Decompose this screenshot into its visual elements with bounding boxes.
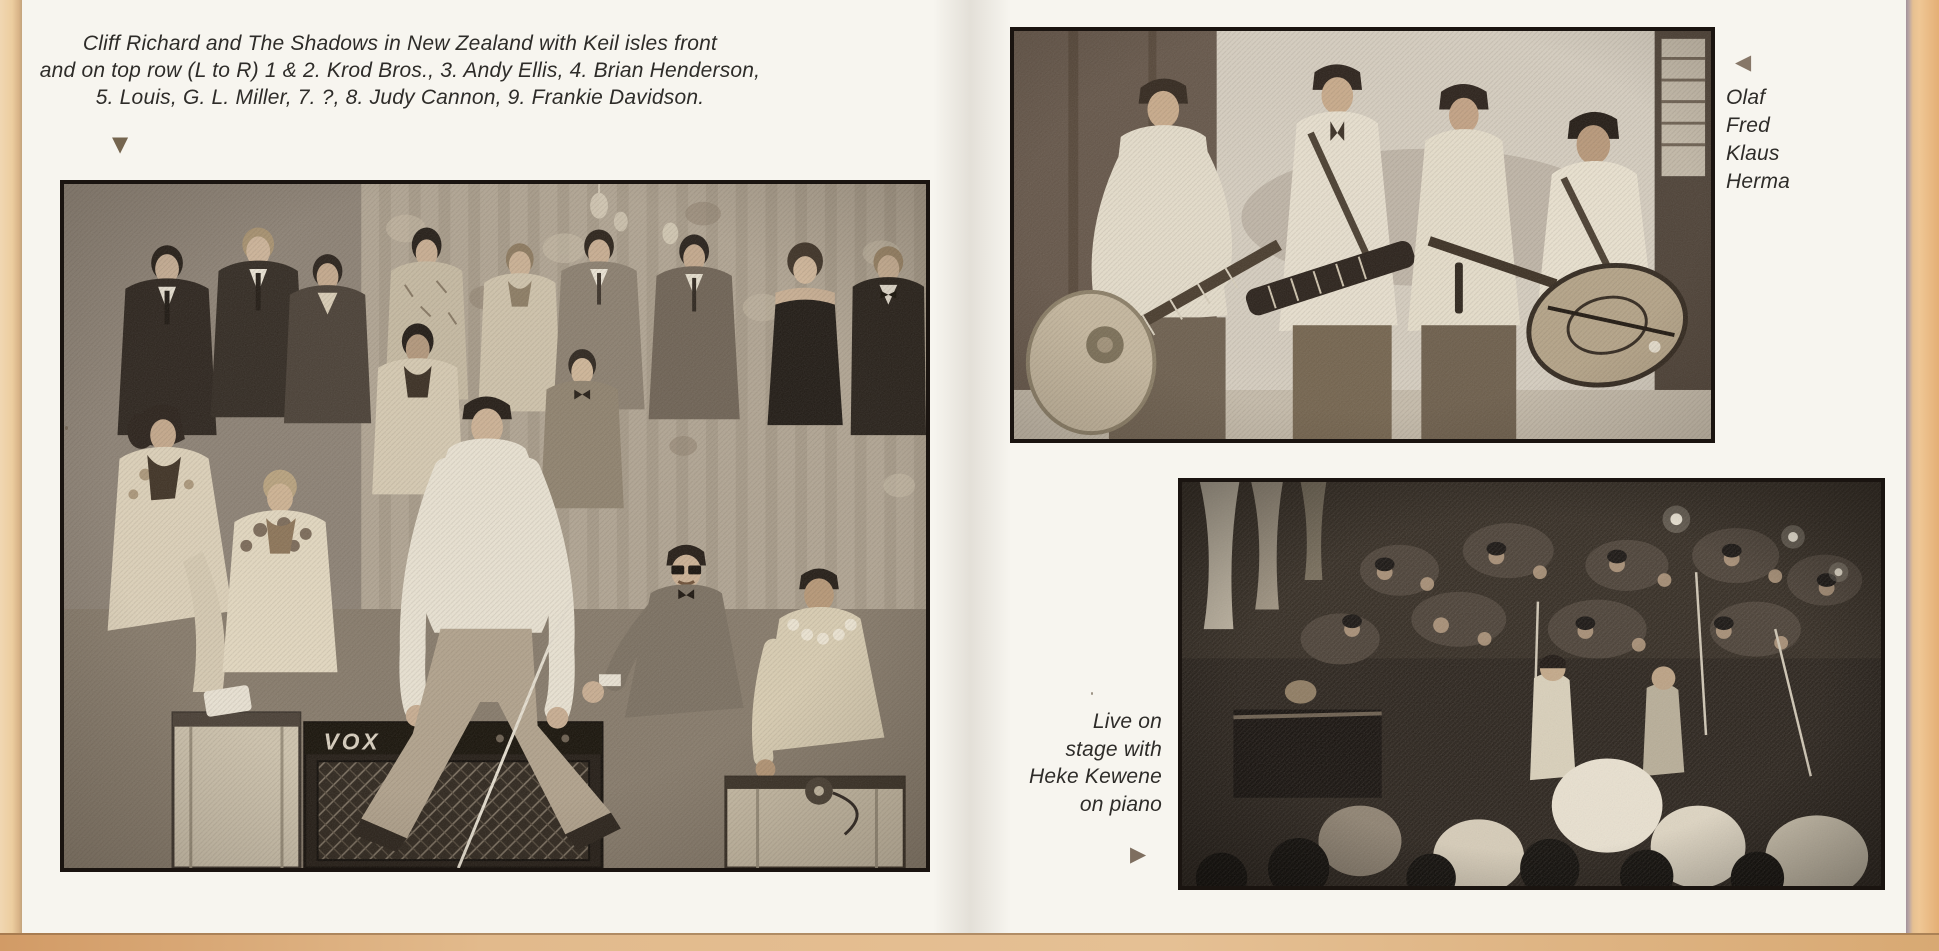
- main-caption: [40, 30, 760, 111]
- stage-photo-art: [1182, 482, 1881, 886]
- caption-line: Herma: [1726, 170, 1791, 193]
- down-arrow-icon: ▼: [112, 132, 129, 156]
- band-photo: [1010, 27, 1715, 443]
- dust-speck: [1091, 692, 1093, 695]
- caption-line: 5. Louis, G. L. Miller, 7. ?, 8. Judy Cannon, 9. Frankie Davidson.: [95, 86, 705, 109]
- caption-line: on piano: [1079, 792, 1162, 816]
- caption-line: Olaf: [1726, 86, 1766, 109]
- page-edge-bottom: [0, 933, 1939, 951]
- caption-line: Cliff Richard and The Shadows in New Zealand with Keil isles front: [82, 32, 718, 55]
- caption-line: and on top row (L to R) 1 & 2. Krod Bros., 3. Andy Ellis, 4. Brian Henderson,: [39, 59, 761, 82]
- page-gutter: [933, 0, 1011, 933]
- caption-line: Fred: [1726, 114, 1770, 137]
- live-caption: [1029, 708, 1162, 818]
- caption-line: Heke Kewene: [1029, 765, 1162, 788]
- caption-line: Live on: [1092, 710, 1162, 733]
- caption-line: stage with: [1065, 737, 1162, 761]
- page-edge-right: [1906, 0, 1939, 951]
- group-photo: [60, 180, 930, 872]
- caption-line: Klaus: [1726, 142, 1780, 165]
- dust-speck: [65, 426, 68, 430]
- left-arrow-icon: ◀: [1735, 50, 1752, 74]
- right-arrow-icon: ▶: [1130, 842, 1147, 866]
- names-caption: [1726, 84, 1790, 196]
- band-photo-art: [1014, 31, 1711, 439]
- page-edge-left: [0, 0, 22, 951]
- group-photo-art: [64, 184, 926, 868]
- stage-photo: [1178, 478, 1885, 890]
